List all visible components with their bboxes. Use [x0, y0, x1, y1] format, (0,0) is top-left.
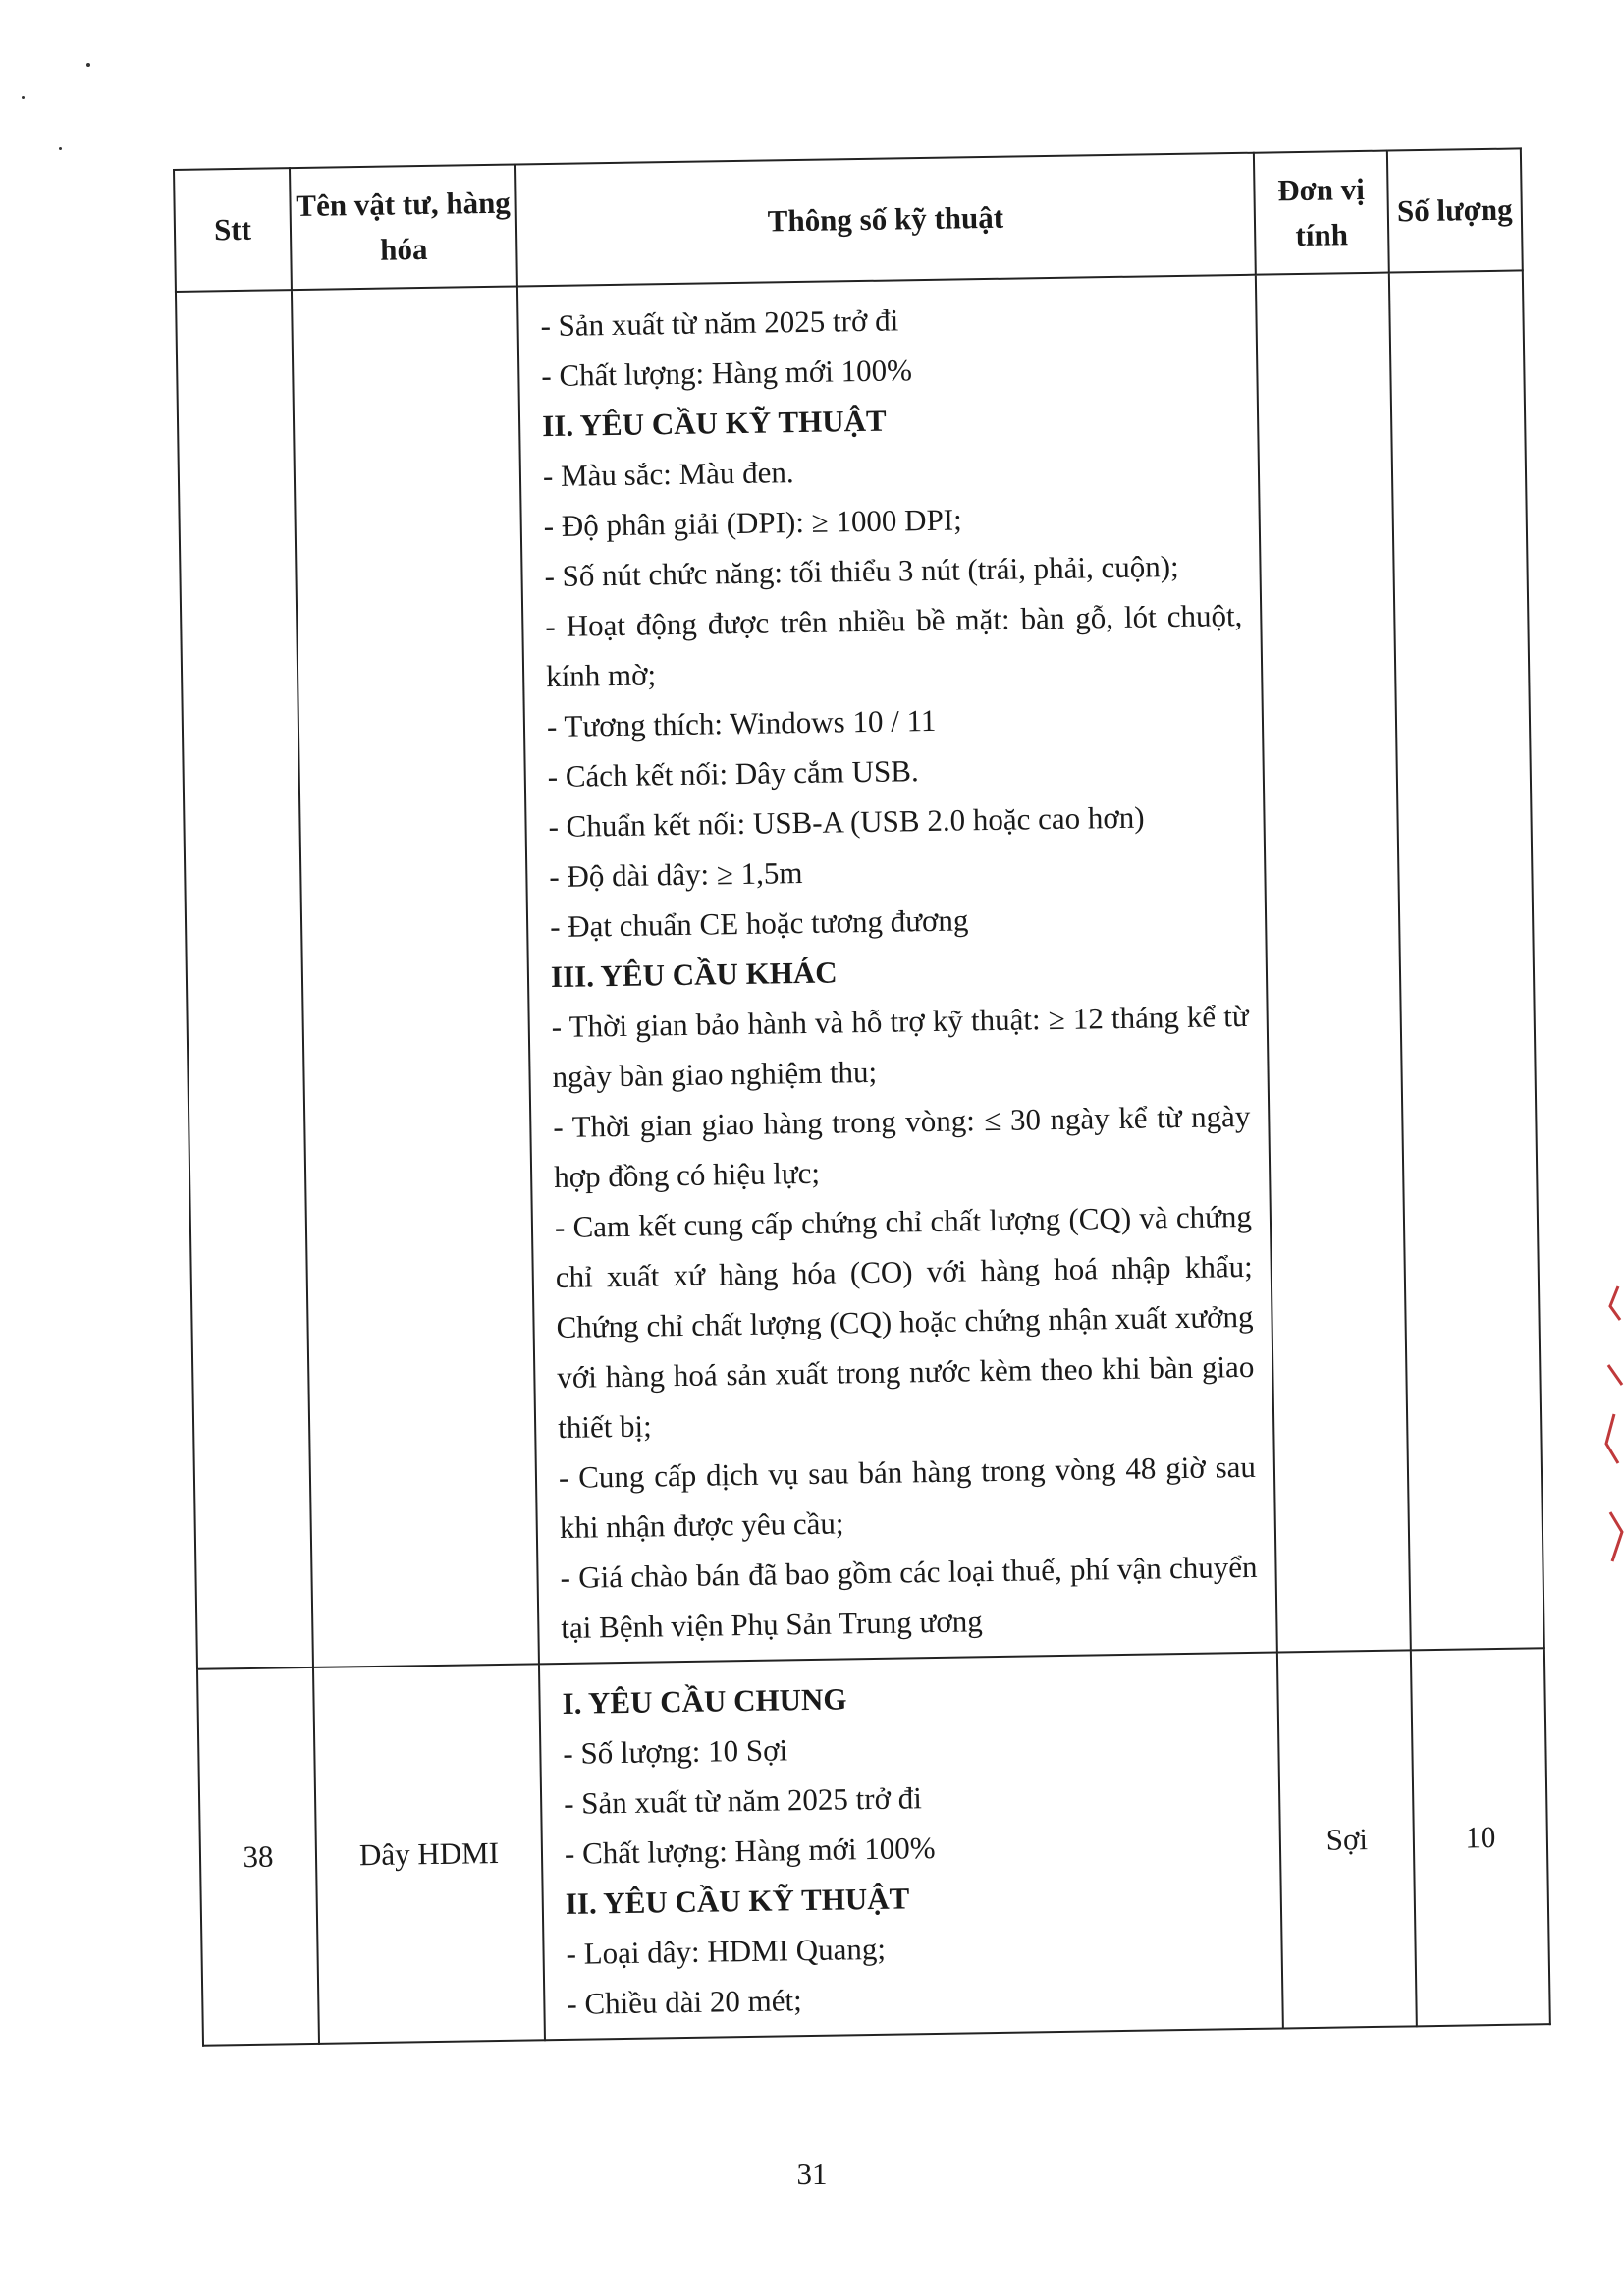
header-specification: Thông số kỹ thuật	[515, 153, 1256, 287]
header-unit: Đơn vị tính	[1254, 151, 1389, 275]
spec-line: - Cung cấp dịch vụ sau bán hàng trong vòng 48 giờ sau khi nhận được yêu cầu;	[558, 1449, 1257, 1545]
spec-line: - Sản xuất từ năm 2025 trở đi	[540, 302, 899, 344]
row-stt	[176, 290, 313, 1669]
spec-line: - Giá chào bán đã bao gồm các loại thuế, phí vận chuyển tại Bệnh viện Phụ Sản Trung ương	[560, 1549, 1258, 1645]
row-specification	[539, 1653, 1283, 2041]
spec-section-heading: III. YÊU CẦU KHÁC	[550, 955, 838, 995]
spec-line: - Hoạt động được trên nhiều bề mặt: bàn gỗ, lót chuột, kính mờ;	[545, 597, 1243, 694]
row-item-name: Dây HDMI	[313, 1664, 545, 2044]
row-unit	[1256, 273, 1411, 1653]
spec-line: - Thời gian bảo hành và hỗ trợ kỹ thuật: ≥ 12 tháng kể từ ngày bàn giao nghiệm thu;	[551, 998, 1249, 1095]
spec-line: - Độ dài dây: ≥ 1,5m	[549, 855, 803, 895]
red-stamp-edge	[1604, 1277, 1624, 1591]
spec-line: - Loại dây: HDMI Quang;	[566, 1931, 887, 1971]
table-header-row	[174, 148, 1523, 292]
spec-section-heading: II. YÊU CẦU KỸ THUẬT	[541, 403, 887, 444]
spec-section-heading: II. YÊU CẦU KỸ THUẬT	[565, 1881, 910, 1921]
spec-line: - Đạt chuẩn CE hoặc tương đương	[549, 902, 969, 945]
scan-speck	[86, 63, 90, 67]
row-item-name	[292, 287, 539, 1667]
spec-section-heading: I. YÊU CẦU CHUNG	[562, 1681, 847, 1721]
header-quantity: Số lượng	[1387, 148, 1523, 272]
row-quantity	[1389, 270, 1544, 1650]
spec-line: - Cách kết nối: Dây cắm USB.	[547, 753, 919, 794]
spec-line: - Tương thích: Windows 10 / 11	[546, 702, 937, 744]
stamp-fragment-icon	[1604, 1277, 1624, 1591]
spec-line: - Số nút chức năng: tối thiểu 3 nút (trái, phải, cuộn);	[544, 548, 1179, 594]
spec-line: - Chuẩn kết nối: USB-A (USB 2.0 hoặc cao hơn)	[548, 799, 1145, 845]
spec-line: - Số lượng: 10 Sợi	[563, 1732, 788, 1771]
row-stt: 38	[197, 1667, 319, 2046]
spec-line: - Chất lượng: Hàng mới 100%	[541, 353, 913, 394]
specification-table	[173, 147, 1551, 2046]
table-row	[176, 270, 1544, 1668]
spec-line: - Cam kết cung cấp chứng chỉ chất lượng (CQ) và chứng chỉ xuất xứ hàng hóa (CO) với hàng hoá nhập khẩu; Chứng chỉ chất lượng (CQ) hoặc chứng nhận xuất xưởng với hàng hoá sản xuất trong nước kèm theo khi bàn giao thiết bị;	[554, 1198, 1255, 1445]
spec-line: - Sản xuất từ năm 2025 trở đi	[563, 1780, 923, 1821]
spec-line: - Thời gian giao hàng trong vòng: ≤ 30 ngày kể từ ngày hợp đồng có hiệu lực;	[553, 1098, 1251, 1195]
header-item-name: Tên vật tư, hàng hóa	[290, 165, 517, 291]
page-number: 31	[796, 2157, 828, 2191]
scan-speck	[59, 147, 62, 150]
table-row	[197, 1648, 1550, 2046]
header-stt: Stt	[174, 168, 292, 292]
scan-speck	[22, 96, 25, 99]
spec-line: - Màu sắc: Màu đen.	[542, 455, 794, 494]
row-specification	[517, 275, 1277, 1665]
spec-line: - Độ phân giải (DPI): ≥ 1000 DPI;	[543, 502, 962, 544]
row-quantity: 10	[1411, 1648, 1550, 2026]
row-unit: Sợi	[1277, 1650, 1417, 2028]
spec-line: - Chất lượng: Hàng mới 100%	[564, 1831, 936, 1871]
spec-line: - Chiều dài 20 mét;	[567, 1983, 802, 2021]
